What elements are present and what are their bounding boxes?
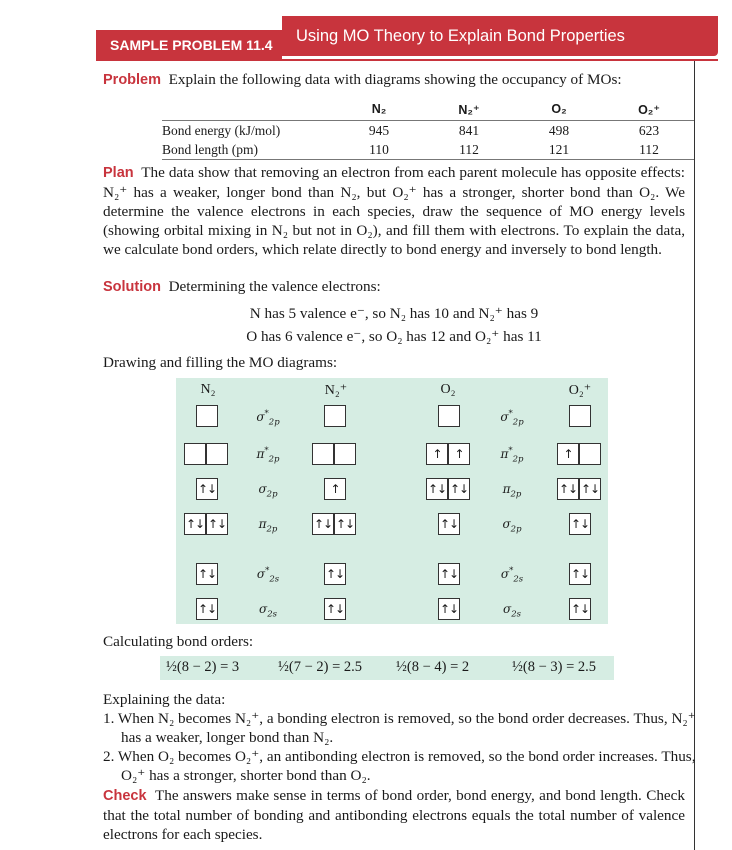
orbital-label: $\sigma^*_{2p}$: [256, 409, 280, 428]
o2-pi-2p-box: ↑↓: [448, 478, 470, 500]
orbital-label: $\sigma^*_{2p}$: [500, 409, 524, 428]
n2p-pi-star-2p-box: [312, 443, 334, 465]
drawing-label: Drawing and filling the MO diagrams:: [103, 354, 338, 371]
n2-sigma-2s-box: ↑↓: [196, 598, 218, 620]
table-cell: 498: [514, 121, 604, 141]
o2p-sigma-star-2s-box: ↑↓: [569, 563, 591, 585]
header-n2-plus: N₂⁺: [458, 102, 480, 117]
solution-text: Determining the valence electrons:: [168, 278, 381, 295]
bond-order-o2: ½(8 − 4) = 2: [396, 659, 470, 675]
problem-paragraph: [103, 70, 685, 90]
table-cell: 112: [424, 140, 514, 160]
n2-pi-2p-box: ↑↓: [206, 513, 228, 535]
o2-sigma-2s-box: ↑↓: [438, 598, 460, 620]
orbital-label: $\sigma^*_{2s}$: [500, 566, 524, 585]
solution-paragraph: [103, 277, 685, 297]
n2-sigma-star-2p-box: [196, 405, 218, 427]
n2p-sigma-2s-box: ↑↓: [324, 598, 346, 620]
orbital-label: $\pi_{2p}$: [502, 482, 522, 500]
n2-pi-2p-box: ↑↓: [184, 513, 206, 535]
o2-sigma-star-2s-box: ↑↓: [438, 563, 460, 585]
check-text: The answers make sense in terms of bond order, bond energy, and bond length. Check that the total number of bonding and antibonding electrons equals the total number of valence electrons for each species.: [103, 787, 685, 843]
o2p-pi-2p-box: ↑↓: [557, 478, 579, 500]
bond-order-strip: [160, 656, 614, 680]
table-cell: 112: [604, 140, 694, 160]
valence-n-line: N has 5 valence e⁻, so N₂ has 10 and N₂⁺ has 9: [249, 305, 539, 322]
o2p-sigma-2p-box: ↑↓: [569, 513, 591, 535]
table-cell: 623: [604, 121, 694, 141]
header-o2: O₂: [551, 102, 567, 116]
o2p-pi-star-2p-box: ↑: [557, 443, 579, 465]
sample-problem-title: Using MO Theory to Explain Bond Properties: [282, 16, 718, 56]
row-label-bond-energy: Bond energy (kJ/mol): [162, 121, 334, 141]
bond-order-o2-plus: ½(8 − 3) = 2.5: [512, 659, 597, 675]
o2-pi-2p-box: ↑↓: [426, 478, 448, 500]
bond-order-n2-plus: ½(7 − 2) = 2.5: [278, 659, 363, 675]
species-label-n2-plus: N₂⁺: [324, 383, 348, 398]
n2p-sigma-2p-box: ↑: [324, 478, 346, 500]
sample-problem-banner: [96, 16, 718, 60]
table-cell: 121: [514, 140, 604, 160]
n2p-sigma-star-2p-box: [324, 405, 346, 427]
n2-pi-star-2p-box: [184, 443, 206, 465]
species-label-o2: O₂: [440, 382, 456, 397]
orbital-label: $\pi^*_{2p}$: [500, 446, 524, 465]
problem-keyword: Problem: [103, 72, 162, 88]
orbital-label: $\sigma_{2s}$: [259, 602, 277, 620]
n2-sigma-2p-box: ↑↓: [196, 478, 218, 500]
header-o2-plus: O₂⁺: [638, 102, 660, 117]
o2-pi-star-2p-box: ↑: [426, 443, 448, 465]
explain-point-2: 2. When O₂ becomes O₂⁺, an antibonding electron is removed, so the bond order increases. Thus, O₂⁺ has a stronger, shorter bond than O₂.: [103, 748, 696, 784]
orbital-label: $\sigma_{2p}$: [502, 517, 522, 535]
o2-pi-star-2p-box: ↑: [448, 443, 470, 465]
check-keyword: Check: [103, 788, 147, 804]
solution-keyword: Solution: [103, 279, 161, 295]
check-paragraph: [103, 786, 685, 844]
table-cell: 841: [424, 121, 514, 141]
orbital-label: $\pi^*_{2p}$: [256, 446, 280, 465]
species-label-o2-plus: O₂⁺: [568, 383, 592, 398]
row-label-bond-length: Bond length (pm): [162, 140, 334, 160]
o2p-pi-2p-box: ↑↓: [579, 478, 601, 500]
table-cell: 945: [334, 121, 424, 141]
mo-diagrams: [176, 378, 608, 624]
plan-paragraph: [103, 163, 685, 259]
header-n2: N₂: [371, 102, 387, 116]
plan-text: The data show that removing an electron from each parent molecule has opposite effects: N₂⁺ has a weaker, longer bond than N₂, but O₂⁺ has a stronger, shorter bond than O₂. We determine the valence electrons in each species, draw the sequence of MO energy levels (showing orbital mixing in N₂ but not in O₂), and fill them with electrons. To explain the data, we calculate bond orders, which relate directly to bond energy and inversely to bond length.: [103, 164, 685, 258]
o2p-sigma-star-2p-box: [569, 405, 591, 427]
o2p-sigma-2s-box: ↑↓: [569, 598, 591, 620]
species-label-n2: N₂: [200, 382, 216, 397]
n2p-pi-2p-box: ↑↓: [312, 513, 334, 535]
n2-sigma-star-2s-box: ↑↓: [196, 563, 218, 585]
calc-label: Calculating bond orders:: [103, 633, 254, 650]
orbital-label: $\pi_{2p}$: [258, 517, 278, 535]
explain-point-1: 1. When N₂ becomes N₂⁺, a bonding electron is removed, so the bond order decreases. Thus, N₂⁺ has a weaker, longer bond than N₂.: [103, 710, 696, 746]
sample-problem-label: SAMPLE PROBLEM 11.4: [96, 30, 282, 60]
banner-rule: [96, 59, 718, 61]
o2-sigma-star-2p-box: [438, 405, 460, 427]
explain-intro: Explaining the data:: [103, 691, 226, 708]
o2p-pi-star-2p-box: [579, 443, 601, 465]
plan-keyword: Plan: [103, 165, 134, 181]
problem-text: Explain the following data with diagrams showing the occupancy of MOs:: [168, 71, 622, 88]
orbital-label: $\sigma_{2p}$: [258, 482, 278, 500]
bond-data-table: [162, 98, 694, 160]
bond-order-n2: ½(8 − 2) = 3: [166, 659, 240, 675]
table-cell: 110: [334, 140, 424, 160]
n2p-pi-2p-box: ↑↓: [334, 513, 356, 535]
valence-o-line: O has 6 valence e⁻, so O₂ has 12 and O₂⁺ has 11: [246, 328, 542, 345]
o2-sigma-2p-box: ↑↓: [438, 513, 460, 535]
orbital-label: $\sigma^*_{2s}$: [256, 566, 280, 585]
n2-pi-star-2p-box: [206, 443, 228, 465]
orbital-label: $\sigma_{2s}$: [503, 602, 521, 620]
n2p-pi-star-2p-box: [334, 443, 356, 465]
n2p-sigma-star-2s-box: ↑↓: [324, 563, 346, 585]
